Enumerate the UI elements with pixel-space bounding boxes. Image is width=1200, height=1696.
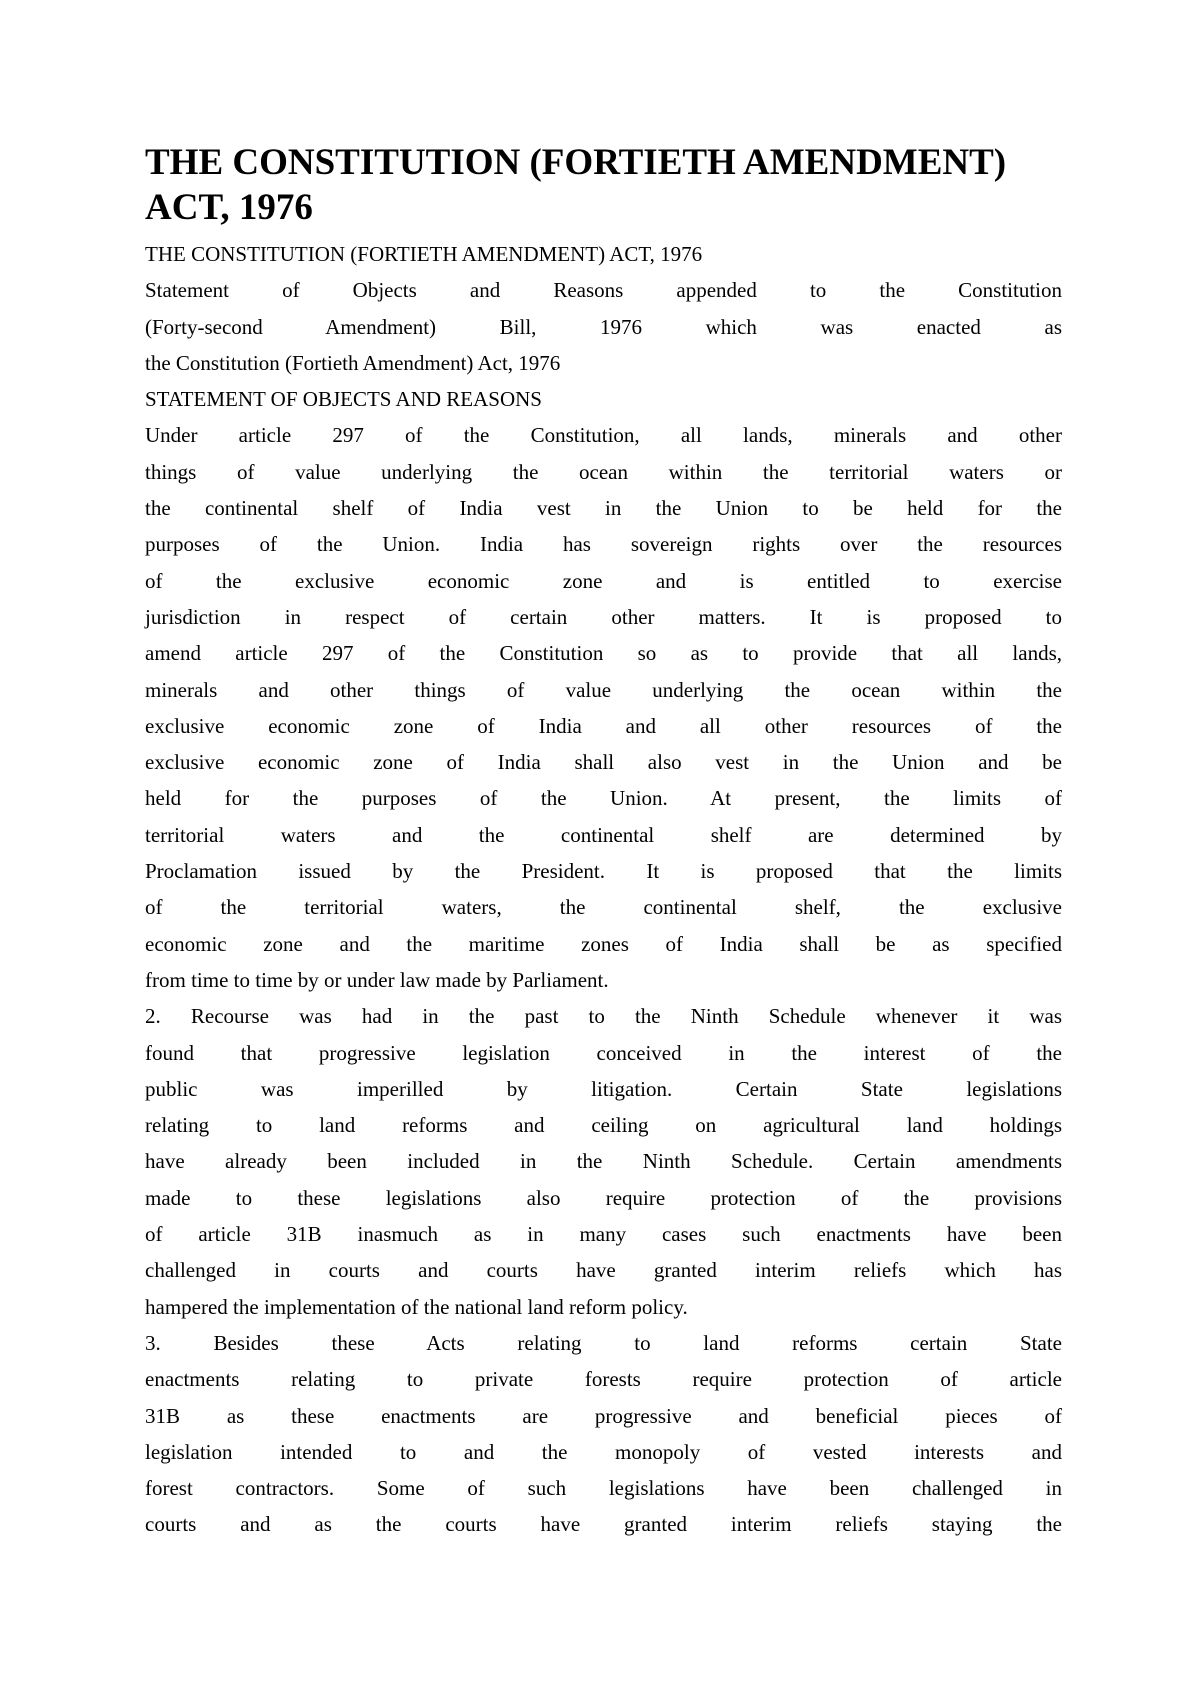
body-line: of article 31B inasmuch as in many cases such enactments have been (145, 1222, 1062, 1247)
body-line: made to these legislations also require protection of the provisions (145, 1185, 1062, 1210)
body-line: the continental shelf of India vest in the Union to be held for the (145, 496, 1062, 521)
body-line: legislation intended to and the monopoly of vested interests and (145, 1439, 1062, 1464)
document-page (145, 140, 1062, 1543)
body-line: courts and as the courts have granted interim reliefs staying the (145, 1512, 1062, 1537)
body-line: forest contractors. Some of such legislations have been challenged in (145, 1476, 1062, 1501)
body-line: purposes of the Union. India has sovereign rights over the resources (145, 532, 1062, 557)
body-line: relating to land reforms and ceiling on agricultural land holdings (145, 1113, 1062, 1138)
document-body (145, 236, 1062, 1543)
body-line: amend article 297 of the Constitution so as to provide that all lands, (145, 641, 1062, 666)
body-line: of the territorial waters, the continental shelf, the exclusive (145, 895, 1062, 920)
body-line: exclusive economic zone of India shall also vest in the Union and be (145, 750, 1062, 775)
body-line: minerals and other things of value underlying the ocean within the (145, 677, 1062, 702)
body-line: (Forty-second Amendment) Bill, 1976 which was enacted as (145, 314, 1062, 339)
body-line: Proclamation issued by the President. It is proposed that the limits (145, 859, 1062, 884)
body-line: territorial waters and the continental shelf are determined by (145, 822, 1062, 847)
document-title-line-2: ACT, 1976 (145, 187, 313, 228)
body-line: economic zone and the maritime zones of India shall be as specified (145, 931, 1062, 956)
body-line: 31B as these enactments are progressive and beneficial pieces of (145, 1403, 1062, 1428)
document-title (145, 140, 1062, 230)
body-line: jurisdiction in respect of certain other matters. It is proposed to (145, 604, 1062, 629)
body-line: public was imperilled by litigation. Certain State legislations (145, 1076, 1062, 1101)
document-title-line-1: THE CONSTITUTION (FORTIETH AMENDMENT) (145, 142, 1007, 183)
body-line: things of value underlying the ocean within the territorial waters or (145, 459, 1062, 484)
body-line: enactments relating to private forests require protection of article (145, 1367, 1062, 1392)
body-line: held for the purposes of the Union. At present, the limits of (145, 786, 1062, 811)
body-line: from time to time by or under law made by Parliament. (145, 967, 609, 992)
body-line: Under article 297 of the Constitution, all lands, minerals and other (145, 423, 1062, 448)
body-line: found that progressive legislation conceived in the interest of the (145, 1040, 1062, 1065)
body-line: 2. Recourse was had in the past to the Ninth Schedule whenever it was (145, 1004, 1062, 1029)
body-line: THE CONSTITUTION (FORTIETH AMENDMENT) ACT, 1976 (145, 242, 703, 266)
body-line: 3. Besides these Acts relating to land reforms certain State (145, 1330, 1062, 1355)
body-line: Statement of Objects and Reasons appended to the Constitution (145, 278, 1062, 303)
body-line: the Constitution (Fortieth Amendment) Act, 1976 (145, 350, 561, 375)
body-line: challenged in courts and courts have granted interim reliefs which has (145, 1258, 1062, 1283)
body-line: exclusive economic zone of India and all other resources of the (145, 713, 1062, 738)
body-line: STATEMENT OF OBJECTS AND REASONS (145, 387, 542, 412)
body-line: have already been included in the Ninth Schedule. Certain amendments (145, 1149, 1062, 1174)
body-line: of the exclusive economic zone and is entitled to exercise (145, 568, 1062, 593)
body-line: hampered the implementation of the national land reform policy. (145, 1294, 688, 1319)
